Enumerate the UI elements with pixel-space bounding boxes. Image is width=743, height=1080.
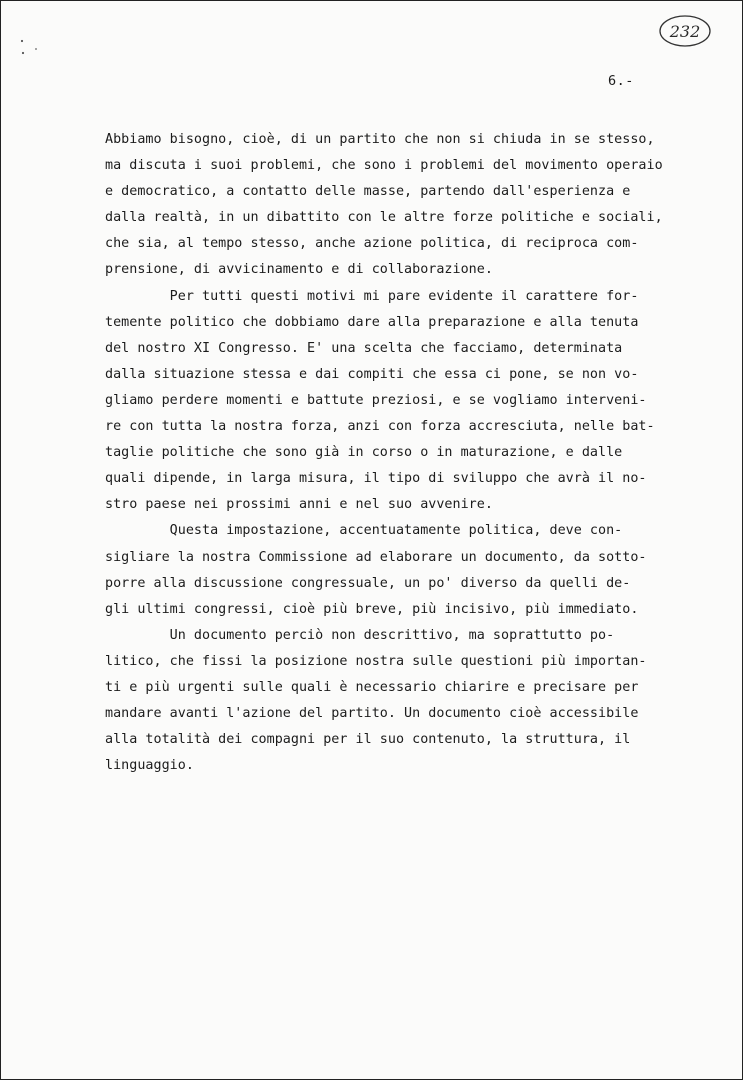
paper-specks (19, 31, 49, 61)
text-line: ma discuta i suoi problemi, che sono i problemi del movimento operaio (105, 158, 663, 174)
text-line: re con tutta la nostra forza, anzi con forza accresciuta, nelle bat- (105, 419, 655, 435)
text-line: litico, che fissi la posizione nostra sulle questioni più importan- (105, 653, 647, 669)
text-line: ti e più urgenti sulle quali è necessario chiarire e precisare per (105, 679, 639, 695)
text-line: dalla realtà, in un dibattito con le altre forze politiche e sociali, (105, 210, 663, 226)
text-line: sigliare la nostra Commissione ad elaborare un documento, da sotto- (105, 549, 647, 565)
text-line: Per tutti questi motivi mi pare evidente il carattere for- (105, 288, 639, 304)
text-line: quali dipende, in larga misura, il tipo di sviluppo che avrà il no- (105, 471, 647, 487)
text-line: alla totalità dei compagni per il suo contenuto, la struttura, il (105, 732, 631, 748)
text-line: gli ultimi congressi, cioè più breve, più incisivo, più immediato. (105, 601, 639, 617)
text-line: Un documento perciò non descrittivo, ma soprattutto po- (105, 627, 615, 643)
text-line: mandare avanti l'azione del partito. Un documento cioè accessibile (105, 706, 639, 722)
text-line: gliamo perdere momenti e battute preziosi, e se vogliamo interveni- (105, 392, 647, 408)
text-line: porre alla discussione congressuale, un po' diverso da quelli de- (105, 575, 631, 591)
archive-stamp-number: 232 (669, 22, 701, 41)
body-text (105, 127, 715, 779)
text-line: prensione, di avvicinamento e di collaborazione. (105, 262, 493, 278)
text-line: linguaggio. (105, 758, 194, 774)
text-line: che sia, al tempo stesso, anche azione politica, di reciproca com- (105, 236, 639, 252)
text-line: temente politico che dobbiamo dare alla preparazione e alla tenuta (105, 314, 639, 330)
text-line: del nostro XI Congresso. E' una scelta che facciamo, determinata (105, 340, 623, 356)
archive-stamp (658, 14, 712, 48)
text-line: taglie politiche che sono già in corso o in maturazione, e dalle (105, 445, 623, 461)
page-number: 6.- (608, 73, 634, 89)
text-line: e democratico, a contatto delle masse, partendo dall'esperienza e (105, 184, 631, 200)
text-line: Abbiamo bisogno, cioè, di un partito che non si chiuda in se stesso, (105, 132, 655, 147)
text-line: dalla situazione stessa e dai compiti che essa ci pone, se non vo- (105, 366, 639, 382)
text-line: Questa impostazione, accentuatamente politica, deve con- (105, 523, 623, 539)
text-line: stro paese nei prossimi anni e nel suo avvenire. (105, 497, 493, 513)
